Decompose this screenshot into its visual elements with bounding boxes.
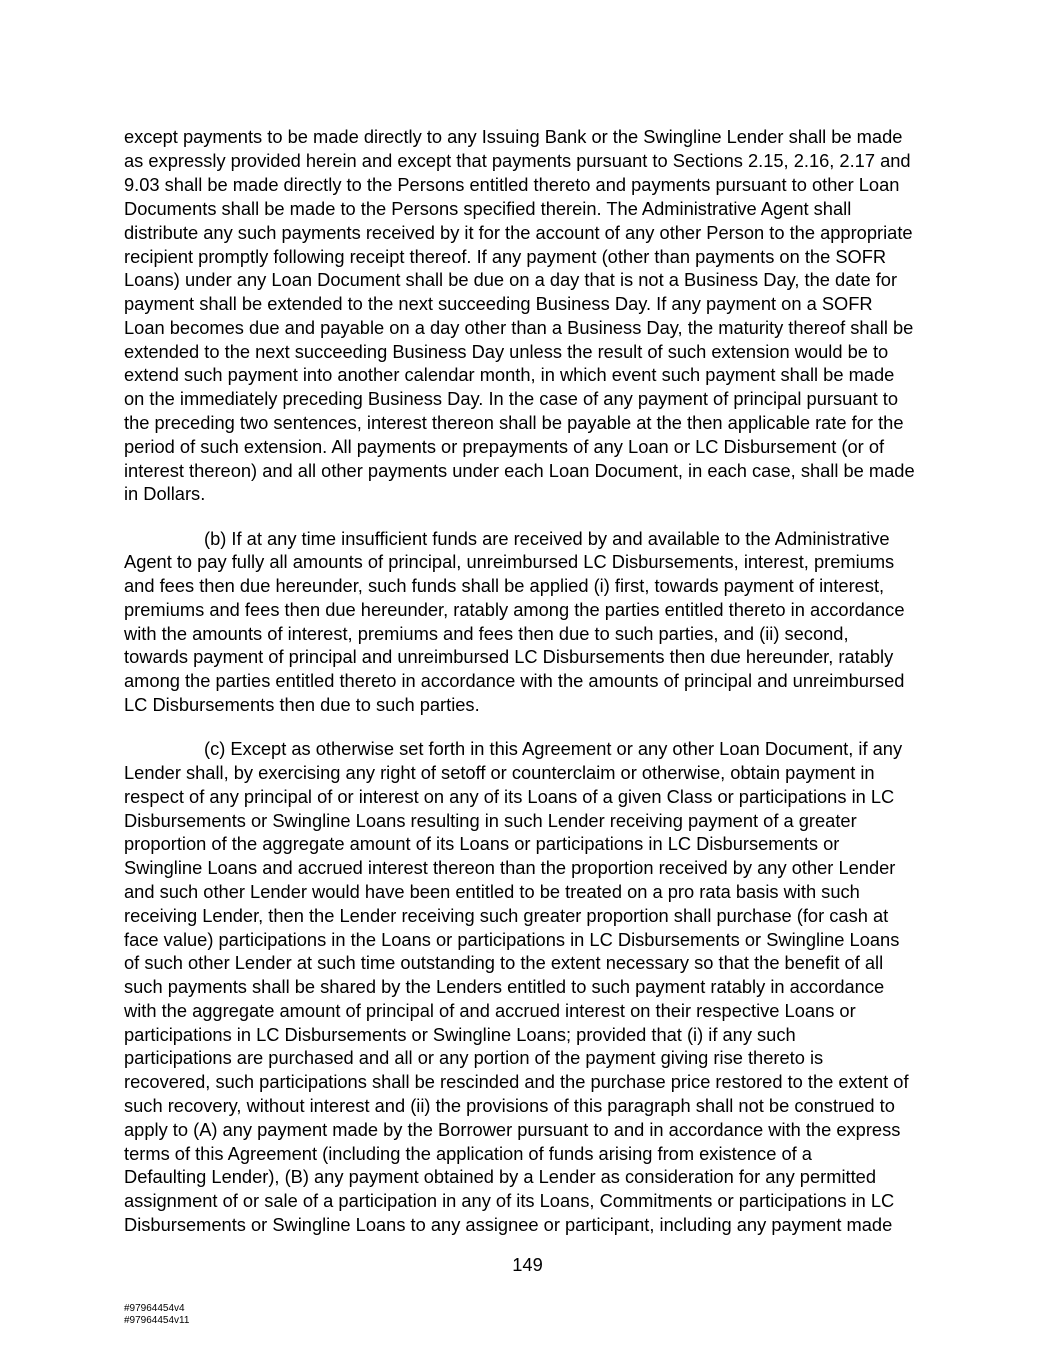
text-line: such payments shall be shared by the Lenders entitled to such payment ratably in accordance	[124, 976, 885, 997]
text-line: terms of this Agreement (including the application of funds arising from existence of a	[124, 1143, 812, 1164]
text-line: Swingline Loans and accrued interest thereon than the proportion received by any other Lender	[124, 857, 896, 878]
text-line: period of such extension. All payments or prepayments of any Loan or LC Disbursement (or of	[124, 436, 885, 457]
page-number: 149	[512, 1254, 543, 1275]
text-line: the preceding two sentences, interest thereon shall be payable at the then applicable rate for the	[124, 412, 904, 433]
text-line: Lender shall, by exercising any right of setoff or counterclaim or otherwise, obtain payment in	[124, 762, 875, 783]
text-line: (b) If at any time insufficient funds are received by and available to the Administrative	[204, 528, 890, 549]
text-line: recipient promptly following receipt thereof. If any payment (other than payments on the SOFR	[124, 246, 887, 267]
text-line: Loans) under any Loan Document shall be due on a day that is not a Business Day, the date for	[124, 269, 898, 290]
text-line: Documents shall be made to the Persons specified therein. The Administrative Agent shall	[124, 198, 852, 219]
doc-id: #97964454v11	[124, 1315, 190, 1326]
text-line: extended to the next succeeding Business Day unless the result of such extension would be to	[124, 341, 889, 362]
text-line: proportion of the aggregate amount of its Loans or participations in LC Disbursements or	[124, 833, 840, 854]
text-line: such recovery, without interest and (ii) the provisions of this paragraph shall not be construed to	[124, 1095, 895, 1116]
text-line: recovered, such participations shall be rescinded and the purchase price restored to the extent of	[124, 1071, 909, 1092]
text-line: among the parties entitled thereto in accordance with the amounts of principal and unreimbursed	[124, 670, 905, 691]
text-line: Loan becomes due and payable on a day other than a Business Day, the maturity thereof shall be	[124, 317, 914, 338]
text-line: Defaulting Lender), (B) any payment obtained by a Lender as consideration for any permitted	[124, 1166, 877, 1187]
text-line: 9.03 shall be made directly to the Persons entitled thereto and payments pursuant to other Loan	[124, 174, 900, 195]
text-line: payment shall be extended to the next succeeding Business Day. If any payment on a SOFR	[124, 293, 873, 314]
text-line: distribute any such payments received by it for the account of any other Person to the appropriate	[124, 222, 913, 243]
text-line: interest thereon) and all other payments under each Loan Document, in each case, shall be made	[124, 460, 915, 481]
text-line: premiums and fees then due hereunder, ratably among the parties entitled thereto in accordance	[124, 599, 905, 620]
text-line: extend such payment into another calendar month, in which event such payment shall be made	[124, 364, 895, 385]
text-line: apply to (A) any payment made by the Borrower pursuant to and in accordance with the express	[124, 1119, 901, 1140]
text-line: LC Disbursements then due to such parties.	[124, 694, 480, 715]
text-line: respect of any principal of or interest on any of its Loans of a given Class or participations in LC	[124, 786, 895, 807]
text-line: Disbursements or Swingline Loans resulting in such Lender receiving payment of a greater	[124, 810, 857, 831]
text-line: Agent to pay fully all amounts of principal, unreimbursed LC Disbursements, interest, premiums	[124, 551, 895, 572]
text-line: receiving Lender, then the Lender receiving such greater proportion shall purchase (for cash at	[124, 905, 889, 926]
text-line: on the immediately preceding Business Day. In the case of any payment of principal pursuant to	[124, 388, 898, 409]
text-line: participations are purchased and all or any portion of the payment giving rise thereto is	[124, 1047, 824, 1068]
text-line: towards payment of principal and unreimbursed LC Disbursements then due hereunder, ratably	[124, 646, 894, 667]
text-line: in Dollars.	[124, 483, 206, 504]
text-line: except payments to be made directly to any Issuing Bank or the Swingline Lender shall be made	[124, 126, 903, 147]
text-line: (c) Except as otherwise set forth in this Agreement or any other Loan Document, if any	[204, 738, 903, 759]
text-line: with the amounts of interest, premiums and fees then due to such parties, and (ii) second,	[124, 623, 849, 644]
doc-id: #97964454v4	[124, 1303, 185, 1314]
text-line: participations in LC Disbursements or Swingline Loans; provided that (i) if any such	[124, 1024, 796, 1045]
text-line: with the aggregate amount of principal of and accrued interest on their respective Loans or	[124, 1000, 856, 1021]
text-line: as expressly provided herein and except that payments pursuant to Sections 2.15, 2.16, 2.17 and	[124, 150, 911, 171]
text-line: of such other Lender at such time outstanding to the extent necessary so that the benefit of all	[124, 952, 884, 973]
text-line: face value) participations in the Loans or participations in LC Disbursements or Swingline Loans	[124, 929, 900, 950]
text-line: Disbursements or Swingline Loans to any assignee or participant, including any payment made	[124, 1214, 893, 1235]
text-line: assignment of or sale of a participation in any of its Loans, Commitments or participations in LC	[124, 1190, 895, 1211]
text-line: and such other Lender would have been entitled to be treated on a pro rata basis with such	[124, 881, 860, 902]
text-line: and fees then due hereunder, such funds shall be applied (i) first, towards payment of interest,	[124, 575, 885, 596]
